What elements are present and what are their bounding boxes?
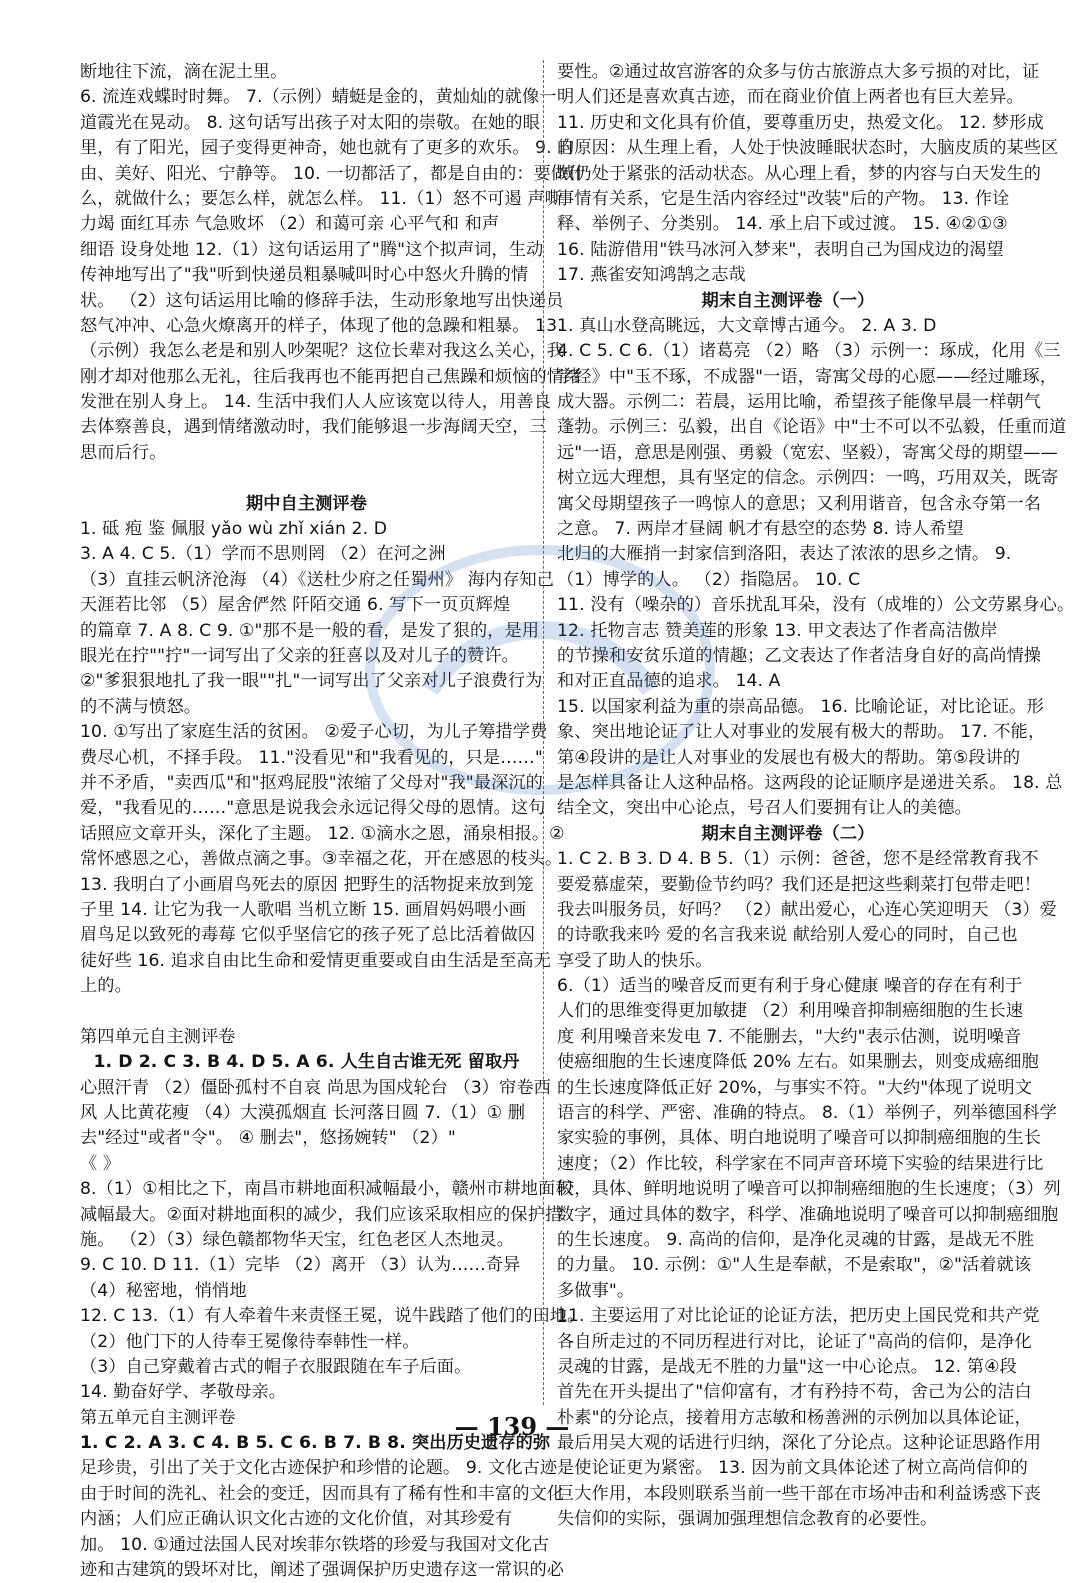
right-text-line: 释、举例子、分类别。 14. 承上启下或过渡。 15. ④②①③	[557, 214, 1008, 235]
left-text-line	[80, 466, 533, 491]
right-text-line: 域仍处于紧张的活动状态。从心理上看，梦的内容与白天发生的	[557, 163, 1042, 184]
right-text-line: 多做事"。	[557, 1280, 635, 1301]
right-text-line: 第④段讲的是让人对事业的发展也有极大的帮助。第⑤段讲的	[557, 747, 1021, 768]
left-text-line: ②"爹狠狠地扎了我一眼""扎"一词写出了父亲对儿子浪费行为	[80, 671, 543, 692]
section-heading: 期末自主测评卷（一）	[701, 290, 875, 311]
left-text-line: （示例）我怎么老是和别人吵架呢？这位长辈对我这么关心，我	[80, 341, 565, 362]
left-text-line: 心照汗青 （2）僵卧孤村不自哀 尚思为国戍轮台 （3）帘卷西	[80, 1077, 551, 1098]
column-divider	[543, 60, 544, 1405]
right-text-line: 16. 陆游借用"铁马冰河入梦来"，表明自己为国戍边的渴望	[557, 239, 1004, 260]
page-number: — 139 —	[454, 1412, 570, 1441]
right-text-line: 的原因：从生理上看，人处于快波睡眠状态时，大脑皮质的某些区	[557, 138, 1059, 159]
right-text-line: 事情有关系，它是生活内容经过"改装"后的产物。 13. 作诠	[557, 188, 1010, 209]
right-text-line: 家实验的事例，具体、明白地说明了噪音可以抑制癌细胞的生长	[557, 1128, 1042, 1149]
left-text-line: 由、美好、阳光、宁静等。 10. 一切都活了，都是自由的：要做什	[80, 163, 586, 184]
left-text-line: 的篇章 7. A 8. C 9. ①"那不是一般的看，是发了狠的，是用	[80, 620, 540, 641]
left-text-line: 徒好些 16. 追求自由比生命和爱情更重要或自由生活是至高无	[80, 950, 551, 971]
right-text-line: 的力量。 10. 示例：①"人生是奉献，不是索取"，②"活着就该	[557, 1255, 1032, 1276]
left-text-line: 由于时间的洗礼、社会的变迁，因而具有了稀有性和丰富的文化	[80, 1483, 565, 1504]
left-text-line: （3）自己穿戴着古式的帽子衣服跟随在车子后面。	[80, 1356, 472, 1377]
right-text-line: 远"一语，意思是刚强、勇毅（宽宏、坚毅），寄寓父母的期望——	[557, 442, 1058, 463]
left-text-line: 子里 14. 让它为我一人歌唱 当机立断 15. 画眉妈妈喂小画	[80, 899, 527, 920]
right-text-line: 树立远大理想，具有坚定的信念。示例四：一鸣，巧用双关，既寄	[557, 468, 1059, 489]
left-text-line	[80, 999, 533, 1024]
left-text-line: 足珍贵，引出了关于文化古迹保护和珍惜的论题。 9. 文化古迹	[80, 1458, 558, 1479]
left-text-line: 话照应文章开头，深化了主题。 12. ①滴水之恩，涌泉相报。②	[80, 823, 565, 844]
right-text-line: 各自所走过的不同历程进行对比，论证了"高尚的信仰，是净化	[557, 1331, 1032, 1352]
section-heading: 期中自主测评卷	[245, 493, 367, 514]
left-text-line: 细语 设身处地 12.（1）这句话运用了"腾"这个拟声词，生动	[80, 239, 544, 260]
left-text-line: 的不满与愤怒。	[80, 696, 202, 717]
left-text-line: 1. 砥 疱 鉴 佩服 yǎo wù zhǐ xián 2. D	[80, 519, 388, 540]
left-text-line: 14. 勤奋好学、孝敬母亲。	[80, 1382, 287, 1403]
left-text-line: 减幅最大。②面对耕地面积的减少，我们应该采取相应的保护措	[80, 1204, 563, 1225]
left-text-line: 费尽心机，不择手段。 11."没看见"和"我看见的，只是……"	[80, 747, 543, 768]
right-text-line: 较，具体、鲜明地说明了噪音可以抑制癌细胞的生长速度；（3）列	[557, 1179, 1061, 1200]
right-text-line: 之意。 7. 两岸才昼阔 帆才有悬空的态势 8. 诗人希望	[557, 519, 964, 540]
left-text-line: （3）直挂云帆济沧海 （4）《送杜少府之任蜀州》 海内存知己	[80, 569, 555, 590]
right-text-line: 首先在开头提出了"信仰富有，才有矜持不苟，舍己为公的洁白	[557, 1382, 1032, 1403]
left-column	[80, 60, 586, 1583]
right-text-line: 结全文，突出中心论点，号召人们要拥有让人的美德。	[557, 798, 972, 819]
left-text-line: 3. A 4. C 5.（1）学而不思则罔 （2）在河之洲	[80, 544, 446, 565]
left-text-line: 传神地写出了"我"听到快递员粗暴喊叫时心中怒火升腾的情	[80, 265, 529, 286]
right-text-line: 11. 没有（噪杂的）音乐扰乱耳朵，没有（成堆的）公文劳累身心。	[557, 595, 1074, 616]
right-text-line: 6.（1）适当的噪音反而更有利于身心健康 噪音的存在有利于	[557, 976, 1023, 997]
left-text-line: 去体察善良，遇到情绪激动时，我们能够退一步海阔天空，三	[80, 417, 547, 438]
right-text-line: 最后用吴大观的话进行归纳，深化了分论点。这种论证思路作用	[557, 1433, 1042, 1454]
right-text-line: 语言的科学、严密、准确的特点。 8.（1）举例子，列举德国科学	[557, 1103, 1057, 1124]
left-text-line: 么，就做什么；要怎么样，就怎么样。 11.（1）怒不可遏 声嘶	[80, 188, 562, 209]
right-text-line: 我去叫服务员，好吗？ （2）献出爱心，心连心笑迎明天 （3）爱	[557, 899, 1057, 920]
right-text-line: 的节操和安贫乐道的情趣；乙文表达了作者洁身自好的高尚情操	[557, 645, 1042, 666]
right-text-line: 失信仰的实际，强调加强理想信念教育的必要性。	[557, 1509, 938, 1530]
left-text-line: 道霞光在晃动。 8. 这句话写出孩子对太阳的崇敬。在她的眼	[80, 112, 540, 133]
left-text-line: 上的。	[80, 976, 132, 997]
right-text-line: 1. 真山水登高眺远，大文章博古通今。 2. A 3. D	[557, 315, 937, 336]
section-heading: 期末自主测评卷（二）	[701, 823, 875, 844]
left-text-line: 常怀感恩之心，善做点滴之事。③幸福之花，开在感恩的枝头。	[80, 849, 563, 870]
right-text-line: 要性。②通过故宫游客的众多与仿古旅游点大多亏损的对比，证	[557, 62, 1040, 82]
left-text-line: （4）秘密地，悄悄地	[80, 1280, 247, 1301]
left-text-line: 断地往下流，滴在泥土里。	[80, 62, 288, 82]
right-text-line: 11. 历史和文化具有价值，要尊重历史，热爱文化。 12. 梦形成	[557, 112, 1044, 133]
left-text-line: 13. 我明白了小画眉鸟死去的原因 把野生的活物捉来放到笼	[80, 874, 534, 895]
right-text-line: 速度；（2）作比较，科学家在不同声音环境下实验的结果进行比	[557, 1153, 1044, 1174]
right-text-line: 的诗歌我来吟 爱的名言我来说 献给别人爱心的同时，自己也	[557, 925, 1018, 946]
right-text-line: 数字，通过具体的数字，科学、准确地说明了噪音可以抑制癌细胞	[557, 1204, 1059, 1225]
right-column	[557, 60, 1074, 1533]
left-text-line: 加。 10. ①通过法国人民对埃菲尔铁塔的珍爱与我国对文化古	[80, 1534, 550, 1555]
left-text-line: 状。 （2）这句话运用比喻的修辞手法，生动形象地写出快递员	[80, 290, 564, 311]
left-text-line: 天涯若比邻 （5）屋舍俨然 阡陌交通 6. 写下一页页辉煌	[80, 595, 511, 616]
right-text-line: 的生长速度降低正好 20%，与事实不符。"大约"体现了说明文	[557, 1077, 1032, 1098]
left-text-line: 12. C 13.（1）有人牵着牛来责怪王冕，说牛践踏了他们的田地。	[80, 1306, 585, 1327]
right-text-line: （1）博学的人。 （2）指隐居。 10. C	[557, 569, 861, 590]
right-text-line: 字经》中"玉不琢，不成器"一语，寄寓父母的心愿——经过雕琢，	[557, 366, 1058, 387]
left-text-line: 6. 流连戏蝶时时舞。 7.（示例）蜻蜓是金的，黄灿灿的就像一	[80, 87, 557, 108]
right-text-line: 度 利用噪音来发电 7. 不能删去，"大约"表示估测，说明噪音	[557, 1026, 1022, 1047]
right-text-line: 人们的思维变得更加敏捷 （2）利用噪音抑制癌细胞的生长速	[557, 1001, 1024, 1022]
left-text-line: 第四单元自主测评卷	[80, 1026, 236, 1047]
section-heading: 1. D 2. C 3. B 4. D 5. A 6. 人生自古谁无死 留取丹	[93, 1052, 520, 1073]
left-text-line: 刚才却对他那么无礼，往后我再也不能再把自己焦躁和烦恼的情绪	[80, 366, 582, 387]
left-text-line: 8.（1）①相比之下，南昌市耕地面积减幅最小，赣州市耕地面积	[80, 1179, 573, 1200]
right-text-line: 朴素"的分论点，接着用方志敏和杨善洲的示例加以具体论证，	[557, 1407, 1032, 1428]
left-text-line: 里，有了阳光，园子变得更神奇，她也就有了更多的欢乐。 9. 自	[80, 138, 575, 159]
left-text-line: 《 》	[80, 1153, 121, 1174]
left-text-line: 发泄在别人身上。 14. 生活中我们人人应该宽以待人，用善良	[80, 392, 551, 413]
right-text-line: 享受了助人的快乐。	[557, 950, 713, 971]
right-text-line: 使癌细胞的生长速度降低 20% 左右。如果删去，则变成癌细胞	[557, 1052, 1039, 1073]
left-text-line: （2）他门下的人待奉王冕像待奉韩性一样。	[80, 1331, 420, 1352]
right-text-line: 北归的大雁捎一封家信到洛阳，表达了浓浓的思乡之情。 9.	[557, 544, 1012, 565]
right-text-line: 和对正直品德的追求。 14. A	[557, 671, 781, 692]
right-text-line: 是使论证更为紧密。 13. 因为前文具体论述了树立高尚信仰的	[557, 1458, 1028, 1479]
left-text-line: 爱，"我看见的……"意思是说我会永远记得父母的恩情。这句	[80, 798, 546, 819]
left-text-line: 9. C 10. D 11.（1）完毕 （2）离开 （3）认为……奇异	[80, 1255, 521, 1276]
left-text-line: 10. ①写出了家庭生活的贫困。 ②爱子心切，为儿子筹措学费	[80, 722, 548, 743]
right-text-line: 寓父母期望孩子一鸣惊人的意思；又利用谐音，包含永夺第一名	[557, 493, 1042, 514]
left-text-line: 思而后行。	[80, 442, 167, 463]
left-text-line: 风 人比黄花瘦 （4）大漠孤烟直 长河落日圆 7.（1）① 删	[80, 1103, 526, 1124]
right-text-line: 蓬勃。示例三：弘毅，出自《论语》中"士不可以不弘毅，任重而道	[557, 417, 1067, 438]
right-text-line: 11. 主要运用了对比论证的论证方法，把历史上国民党和共产党	[557, 1306, 1040, 1327]
left-text-line: 第五单元自主测评卷	[80, 1407, 236, 1428]
left-text-line: 迹和古建筑的毁坏对比，阐述了强调保护历史遗存这一常识的必	[80, 1560, 565, 1581]
right-text-line: 巨大作用，本段则联系当前一些干部在市场冲击和利益诱惑下丧	[557, 1483, 1042, 1504]
right-text-line: 明人们还是喜欢真古迹，而在商业价值上两者也有巨大差异。	[557, 87, 1024, 108]
right-text-line: 1. C 2. B 3. D 4. B 5.（1）示例：爸爸，您不是经常教育我不	[557, 849, 1039, 870]
left-text-line: 眼光在拧""拧"一词写出了父亲的狂喜以及对儿子的赞许。	[80, 645, 519, 666]
left-text-line: 内涵；人们应正确认识文化古迹的文化价值，对其珍爱有	[80, 1509, 513, 1530]
section-heading: 1. C 2. A 3. C 4. B 5. C 6. B 7. B 8. 突出历史遗存的弥	[80, 1433, 551, 1454]
right-text-line: 是怎样具备让人这种品格。这两段的论证顺序是递进关系。 18. 总	[557, 772, 1063, 793]
right-text-line: 15. 以国家利益为重的崇高品德。 16. 比喻论证，对比论证。形	[557, 696, 1044, 717]
right-text-line: 成大器。示例二：若晨，运用比喻，希望孩子能像早晨一样朝气	[557, 392, 1042, 413]
right-text-line: 象、突出地论证了让人对事业的发展有极大的帮助。 17. 不能，	[557, 722, 1046, 743]
right-text-line: 4. C 5. C 6.（1）诸葛亮 （2）略 （3）示例一：琢成，化用《三	[557, 341, 1061, 362]
right-text-line: 12. 托物言志 赞美莲的形象 13. 甲文表达了作者高洁傲岸	[557, 620, 998, 641]
left-text-line: 力竭 面红耳赤 气急败坏 （2）和蔼可亲 心平气和 和声	[80, 214, 500, 235]
right-text-line: 的生长速度。 9. 高尚的信仰，是净化灵魂的甘露，是战无不胜	[557, 1229, 1035, 1250]
left-text-line: 去"经过"或者"令"。 ④ 删去"，悠扬婉转" （2）"	[80, 1128, 456, 1149]
right-text-line: 17. 燕雀安知鸿鹄之志哉	[557, 265, 746, 286]
left-text-line: 怒气冲冲、心急火燎离开的样子，体现了他的急躁和粗暴。 13.	[80, 315, 563, 336]
right-text-line: 要爱慕虚荣，要勤俭节约吗？我们还是把这些剩菜打包带走吧！	[557, 874, 1042, 895]
left-text-line: 施。 （2）（3）绿色赣都物华天宝，红色老区人杰地灵。	[80, 1229, 514, 1250]
left-text-line: 并不矛盾，"卖西瓜"和"抠鸡屁股"浓缩了父母对"我"最深沉的	[80, 772, 543, 793]
right-text-line: 灵魂的甘露，是战无不胜的力量"这一中心论点。 12. 第④段	[557, 1356, 1017, 1377]
left-text-line: 眉鸟足以致死的毒莓 它似乎坚信它的孩子死了总比活着做囚	[80, 925, 536, 946]
